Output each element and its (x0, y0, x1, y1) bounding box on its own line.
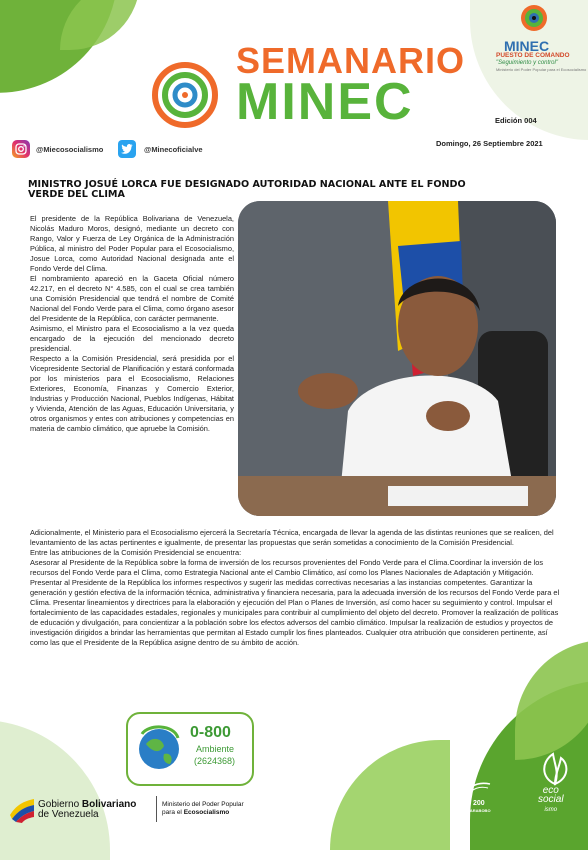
twitter-handle-text: @Minecoficialve (144, 144, 203, 154)
ecosocialismo-leaf-icon (535, 752, 575, 786)
brand-subtitle: PUESTO DE COMANDO (496, 52, 570, 59)
carabobo-anniversary-icon (462, 778, 492, 800)
publication-date: Domingo, 26 Septiembre 2021 (436, 139, 543, 148)
column-paragraph: Asimismo, el Ministro para el Ecosocialismo a la vez queda encargado de la ejecución del mencionado decreto presidencial. (30, 324, 234, 353)
edition-label: Edición 004 (495, 116, 537, 125)
spiral-logo-icon (150, 60, 220, 130)
column-paragraph: El presidente de la República Bolivariana de Venezuela, Nicolás Maduro Moros, designó, mediante un decreto con Rango, Valor y Fuerza de Ley Orgánica de la Administración Pública, al ministro del Poder Popular para el Ecosocialismo, Josue Lorca, como Autoridad Nacional designada ante el Fondo Verde del Clima. (30, 214, 234, 273)
footer-divider (156, 796, 157, 822)
body-paragraph: Asesorar al Presidente de la República sobre la forma de inversión de los recursos provenientes del Fondo Verde para el Clima.Coordinar la inversión de los recursos del Fondo Verde para el Clima, como Estrategia Nacional ante el Cambio Climático, así como los Planes Nacionales de Adaptación y Mitigación. Presentar al Presidente de la República los informes respectivos y sugerir las medidas correctivas necesarias a las instancias competentes. Garantizar la generación y gestión efectiva de la información técnica, administrativa y financiera necesaria, para la adecuada inversión de los recursos del Fondo Verde para el Clima. Presentar lineamientos y directrices para la elaboración y ejecución del Plan o Planes de Inversión, así como hacer su seguimiento y control. Impulsar el fortalecimiento de las capacidades estadales, regionales y municipales para contribuir al cumplimiento del objeto del decreto. Promover la realización de políticas de educación y divulgación, para concientizar a la población sobre los efectos adversos del cambio climático. Impulsar la realización de estudios y proyectos de investigación dirigidos a brindar las herramientas que permitan al Estado cumplir los fines planteados. Cualquier otra atribución que consideren pertinente, así como las que el Presidente de la República asigne dentro de su ámbito de acción. (30, 558, 560, 647)
hotline-code: (2624368) (194, 756, 236, 766)
twitter-handle[interactable] (118, 140, 203, 158)
instagram-icon (12, 140, 30, 158)
globe-icon (134, 724, 184, 774)
anniversary-label: 200 CARABOBO (467, 800, 491, 813)
venezuela-flag-icon (8, 795, 36, 823)
column-paragraph: Respecto a la Comisión Presidencial, será presidida por el Vicepresidente Sectorial de Planificación y estará conformada por los ministerios para el Ecosocialismo, Relaciones Exteriores, Economía, Finanzas y Comercio Exterior, Industrias y Producción Nacional, Pueblos Indígenas, Hábitat y Vivienda, Atención de las Aguas, Educación Universitaria, y otros organismos y entes con atribuciones y competencias en materia de cambio climático, que apruebe la Comisión. (30, 354, 234, 433)
ministry-name-line2: para el Ecosocialismo (162, 809, 230, 816)
article-headline: MINISTRO JOSUÉ LORCA FUE DESIGNADO AUTORIDAD NACIONAL ANTE EL FONDO VERDE DEL CLIMA (28, 179, 466, 200)
hotline-name: Ambiente (196, 744, 235, 754)
brand-name: MINEC (504, 38, 550, 54)
column-paragraph: El nombramiento apareció en la Gaceta Oficial número 42.217, en el decreto N° 4.585, con el cual se crea también una Comisión Presidencial que tendrá el nombre de Comité Nacional del Fondo Verde para el Clima, como órgano asesor del Presidente de la República, con carácter permanente. (30, 274, 234, 323)
article-body (30, 528, 560, 648)
government-country: de Venezuela (38, 809, 99, 820)
instagram-handle[interactable] (12, 140, 103, 158)
ministry-name-line1: Ministerio del Poder Popular (162, 801, 244, 808)
brand-slogan: "Seguimiento y control" (496, 60, 558, 66)
body-paragraph: Adicionalmente, el Ministerio para el Ecosocialismo ejercerá la Secretaría Técnica, encargada de llevar la agenda de las distintas reuniones que se realicen, del levantamiento de las actas pertinentes e igualmente, de presentar las propuestas que serán sometidas a conocimiento de la Comisión Presidencial. (30, 528, 554, 547)
article-column (30, 214, 234, 434)
masthead-title-bottom: MINEC (236, 73, 414, 131)
body-paragraph: Entre las atribuciones de la Comisión Presidencial se encuentra: (30, 548, 242, 557)
masthead-title-top: SEMANARIO (236, 40, 466, 81)
instagram-handle-text: @Miecosocialismo (36, 144, 104, 154)
minister-photo (238, 201, 556, 516)
hotline-number: 0-800 (190, 724, 231, 741)
leaf-decoration-bottom-middle (330, 740, 450, 850)
twitter-icon (118, 140, 136, 158)
ecosocialismo-logo: eco social ismo (538, 785, 564, 813)
leaf-decoration-bottom-left (0, 720, 110, 860)
brand-ministry: Ministerio del Poder Popular para el Ecosocialismo (496, 67, 587, 72)
government-name: Gobierno Bolivariano (38, 799, 137, 810)
